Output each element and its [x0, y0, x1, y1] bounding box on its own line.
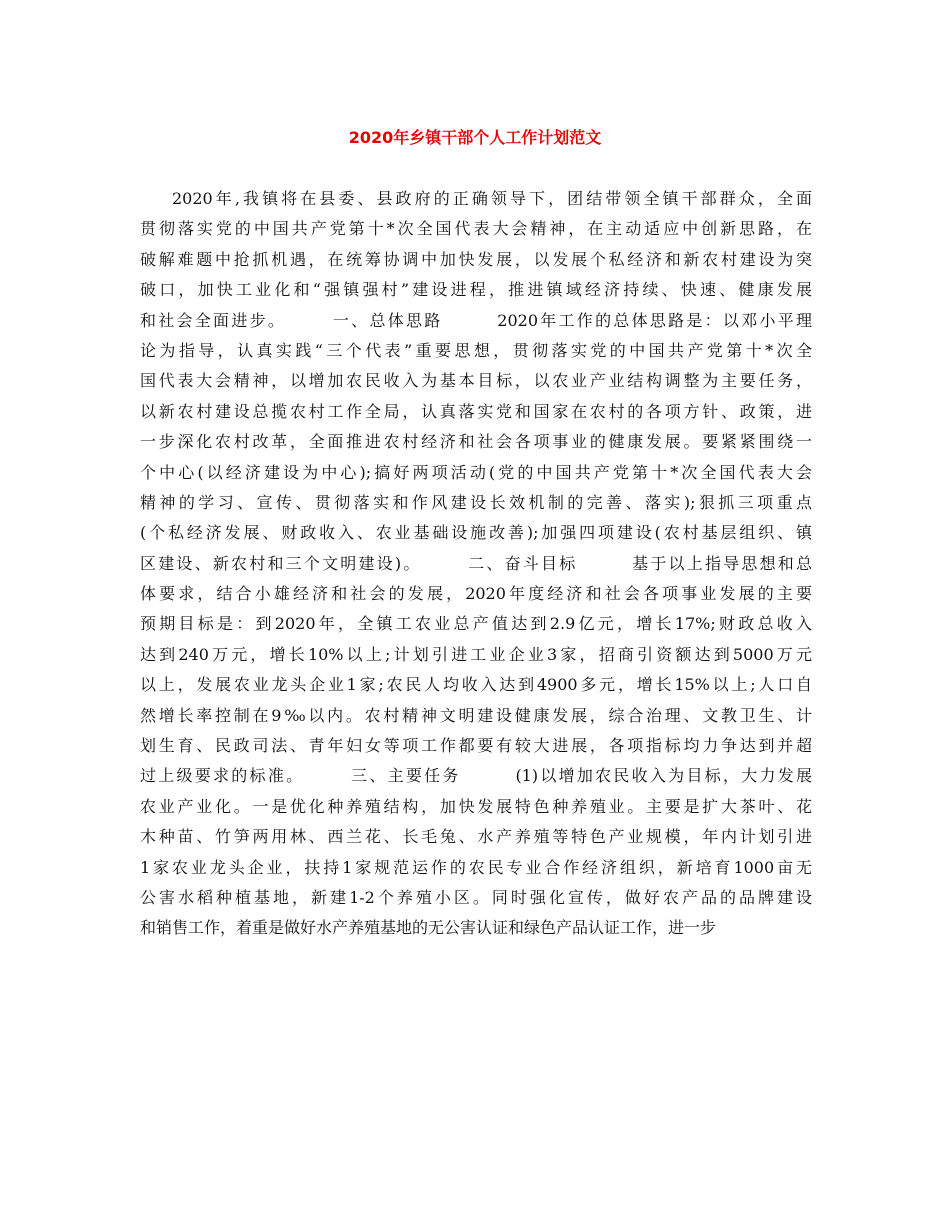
body-line: 破解难题中抢抓机遇，在统筹协调中加快发展，以发展个私经济和新农村建设为突	[140, 249, 812, 269]
body-line: 预期目标是：到2020年，全镇工农业总产值达到2.9亿元，增长17%;财政总收入	[140, 614, 812, 634]
body-line: 和销售工作，着重是做好水产养殖基地的无公害认证和绿色产品认证工作，进一步	[140, 918, 717, 938]
body-line: 划生育、民政司法、青年妇女等项工作都要有较大进展，各项指标均力争达到并超	[140, 736, 812, 756]
body-line: 过上级要求的标准。 三、主要任务 (1)以增加农民收入为目标，大力发展	[140, 766, 812, 786]
body-line: 2020年,我镇将在县委、县政府的正确领导下，团结带领全镇干部群众，全面	[172, 189, 812, 208]
body-line: 农业产业化。一是优化种养殖结构，加快发展特色种养殖业。主要是扩大茶叶、花	[140, 796, 812, 816]
body-line: 一步深化农村改革，全面推进农村经济和社会各项事业的健康发展。要紧紧围绕一	[140, 432, 812, 452]
body-line: 1家农业龙头企业，扶持1家规范运作的农民专业合作经济组织，新培育1000亩无	[140, 857, 812, 877]
body-line: 然增长率控制在9‰以内。农村精神文明建设健康发展，综合治理、文教卫生、计	[140, 705, 812, 725]
body-line: 精神的学习、宣传、贯彻落实和作风建设长效机制的完善、落实);狠抓三项重点	[140, 492, 812, 512]
body-line: 和社会全面进步。 一、总体思路 2020年工作的总体思路是：以邓小平理	[140, 310, 812, 330]
body-line: (个私经济发展、财政收入、农业基础设施改善);加强四项建设(农村基层组织、镇	[140, 523, 812, 543]
body-line: 破口，加快工业化和“强镇强村”建设进程，推进镇域经济持续、快速、健康发展	[140, 280, 812, 300]
body-line: 以上，发展农业龙头企业1家;农民人均收入达到4900多元，增长15%以上;人口自	[140, 675, 812, 695]
body-line: 区建设、新农村和三个文明建设)。 二、奋斗目标 基于以上指导思想和总	[140, 553, 812, 573]
body-line: 公害水稻种植基地，新建1-2个养殖小区。同时强化宣传，做好农产品的品牌建设	[140, 887, 812, 907]
body-line: 国代表大会精神，以增加农民收入为基本目标，以农业产业结构调整为主要任务，	[140, 371, 812, 391]
body-line: 达到240万元，增长10%以上;计划引进工业企业3家，招商引资额达到5000万元	[140, 644, 812, 664]
document-title: 2020年乡镇干部个人工作计划范文	[348, 128, 602, 147]
body-line: 个中心(以经济建设为中心);搞好两项活动(党的中国共产党第十*次全国代表大会	[140, 462, 812, 482]
body-line: 论为指导，认真实践“三个代表”重要思想，贯彻落实党的中国共产党第十*次全	[140, 340, 812, 360]
body-line: 木种苗、竹笋两用林、西兰花、长毛兔、水产养殖等特色产业规模，年内计划引进	[140, 827, 812, 847]
document-body	[140, 184, 812, 944]
body-line: 贯彻落实党的中国共产党第十*次全国代表大会精神，在主动适应中创新思路，在	[140, 219, 812, 239]
body-line: 以新农村建设总揽农村工作全局，认真落实党和国家在农村的各项方针、政策，进	[140, 401, 812, 421]
body-line: 体要求，结合小雄经济和社会的发展，2020年度经济和社会各项事业发展的主要	[140, 584, 812, 604]
